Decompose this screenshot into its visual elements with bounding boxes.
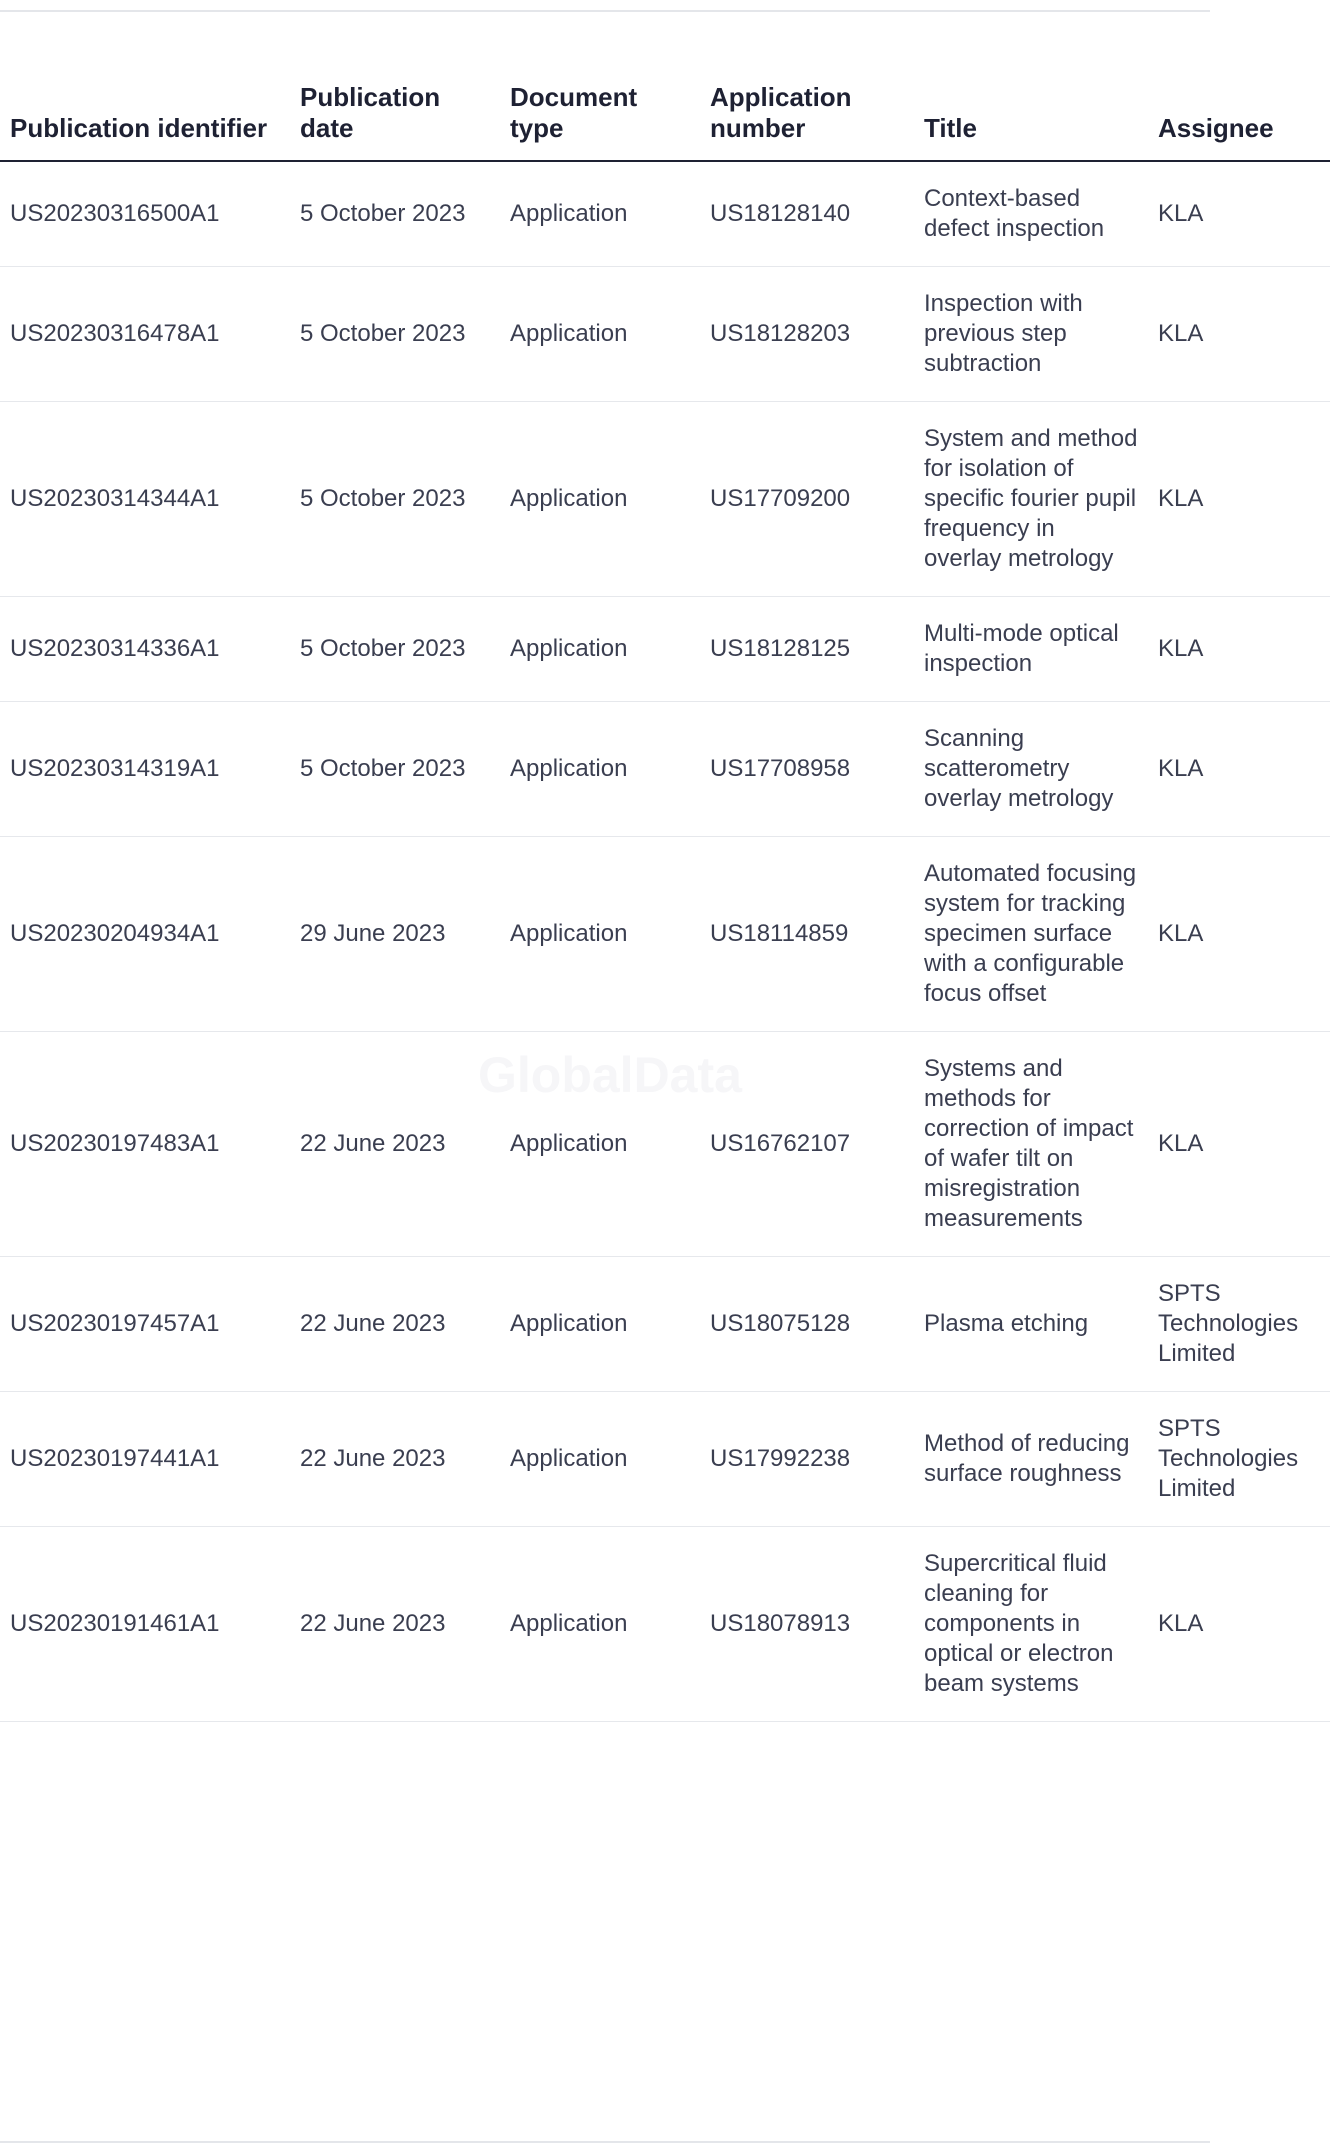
cell-publication-date: 22 June 2023 <box>290 1257 500 1392</box>
table-row <box>0 1392 1330 1527</box>
cell-publication-identifier: US20230197441A1 <box>0 1392 290 1527</box>
cell-application-number: US17709200 <box>700 402 914 597</box>
bottom-divider <box>0 2141 1210 2143</box>
cell-title: Supercritical fluid cleaning for components in optical or electron beam systems <box>914 1527 1148 1722</box>
cell-publication-date: 5 October 2023 <box>290 702 500 837</box>
cell-publication-identifier: US20230316478A1 <box>0 267 290 402</box>
patent-table-container[interactable] <box>0 60 1299 1722</box>
cell-publication-date: 22 June 2023 <box>290 1527 500 1722</box>
cell-assignee: KLA <box>1148 1032 1330 1257</box>
cell-document-type: Application <box>500 597 700 702</box>
cell-title: Inspection with previous step subtraction <box>914 267 1148 402</box>
cell-publication-date: 29 June 2023 <box>290 837 500 1032</box>
cell-application-number: US18075128 <box>700 1257 914 1392</box>
cell-title: Method of reducing surface roughness <box>914 1392 1148 1527</box>
cell-assignee: SPTS Technologies Limited <box>1148 1257 1330 1392</box>
table-row <box>0 597 1330 702</box>
cell-title: Scanning scatterometry overlay metrology <box>914 702 1148 837</box>
cell-publication-date: 5 October 2023 <box>290 597 500 702</box>
cell-assignee: KLA <box>1148 161 1330 267</box>
table-row <box>0 267 1330 402</box>
table-row <box>0 1527 1330 1722</box>
column-header-application-number: Application number <box>700 60 914 161</box>
cell-document-type: Application <box>500 402 700 597</box>
cell-document-type: Application <box>500 1527 700 1722</box>
cell-document-type: Application <box>500 837 700 1032</box>
top-divider <box>0 10 1210 12</box>
cell-document-type: Application <box>500 1257 700 1392</box>
cell-application-number: US18128203 <box>700 267 914 402</box>
table-row <box>0 837 1330 1032</box>
cell-document-type: Application <box>500 1032 700 1257</box>
cell-assignee: KLA <box>1148 1527 1330 1722</box>
table-row <box>0 402 1330 597</box>
table-row <box>0 702 1330 837</box>
cell-title: System and method for isolation of specific fourier pupil frequency in overlay metrology <box>914 402 1148 597</box>
cell-application-number: US16762107 <box>700 1032 914 1257</box>
cell-document-type: Application <box>500 267 700 402</box>
watermark: GlobalData <box>478 1047 742 1103</box>
table-row <box>0 1032 1330 1257</box>
cell-publication-date: 22 June 2023 <box>290 1392 500 1527</box>
cell-assignee: KLA <box>1148 837 1330 1032</box>
cell-document-type: Application <box>500 161 700 267</box>
cell-publication-identifier: US20230314344A1 <box>0 402 290 597</box>
cell-publication-identifier: US20230197457A1 <box>0 1257 290 1392</box>
cell-publication-date: 22 June 2023 <box>290 1032 500 1257</box>
cell-document-type: Application <box>500 702 700 837</box>
column-header-document-type: Document type <box>500 60 700 161</box>
cell-title: Multi-mode optical inspection <box>914 597 1148 702</box>
table-row <box>0 161 1330 267</box>
table-row <box>0 1257 1330 1392</box>
cell-application-number: US18114859 <box>700 837 914 1032</box>
cell-title: Plasma etching <box>914 1257 1148 1392</box>
cell-document-type: Application <box>500 1392 700 1527</box>
cell-publication-identifier: US20230314336A1 <box>0 597 290 702</box>
cell-application-number: US18128125 <box>700 597 914 702</box>
cell-publication-identifier: US20230197483A1 <box>0 1032 290 1257</box>
column-header-title: Title <box>914 60 1148 161</box>
cell-publication-date: 5 October 2023 <box>290 402 500 597</box>
cell-assignee: SPTS Technologies Limited <box>1148 1392 1330 1527</box>
cell-assignee: KLA <box>1148 267 1330 402</box>
cell-title: Systems and methods for correction of impact of wafer tilt on misregistration measurements <box>914 1032 1148 1257</box>
cell-assignee: KLA <box>1148 402 1330 597</box>
column-header-publication-date: Publication date <box>290 60 500 161</box>
cell-assignee: KLA <box>1148 597 1330 702</box>
cell-publication-date: 5 October 2023 <box>290 267 500 402</box>
cell-publication-identifier: US20230204934A1 <box>0 837 290 1032</box>
cell-application-number: US18078913 <box>700 1527 914 1722</box>
cell-publication-date: 5 October 2023 <box>290 161 500 267</box>
cell-application-number: US17708958 <box>700 702 914 837</box>
cell-application-number: US17992238 <box>700 1392 914 1527</box>
cell-publication-identifier: US20230314319A1 <box>0 702 290 837</box>
column-header-publication-identifier: Publication identifier <box>0 60 290 161</box>
cell-assignee: KLA <box>1148 702 1330 837</box>
cell-publication-identifier: US20230316500A1 <box>0 161 290 267</box>
cell-publication-identifier: US20230191461A1 <box>0 1527 290 1722</box>
table-header-row <box>0 60 1330 161</box>
cell-title: Context-based defect inspection <box>914 161 1148 267</box>
column-header-assignee: Assignee <box>1148 60 1330 161</box>
cell-title: Automated focusing system for tracking specimen surface with a configurable focus offset <box>914 837 1148 1032</box>
patent-table <box>0 60 1330 1722</box>
cell-application-number: US18128140 <box>700 161 914 267</box>
